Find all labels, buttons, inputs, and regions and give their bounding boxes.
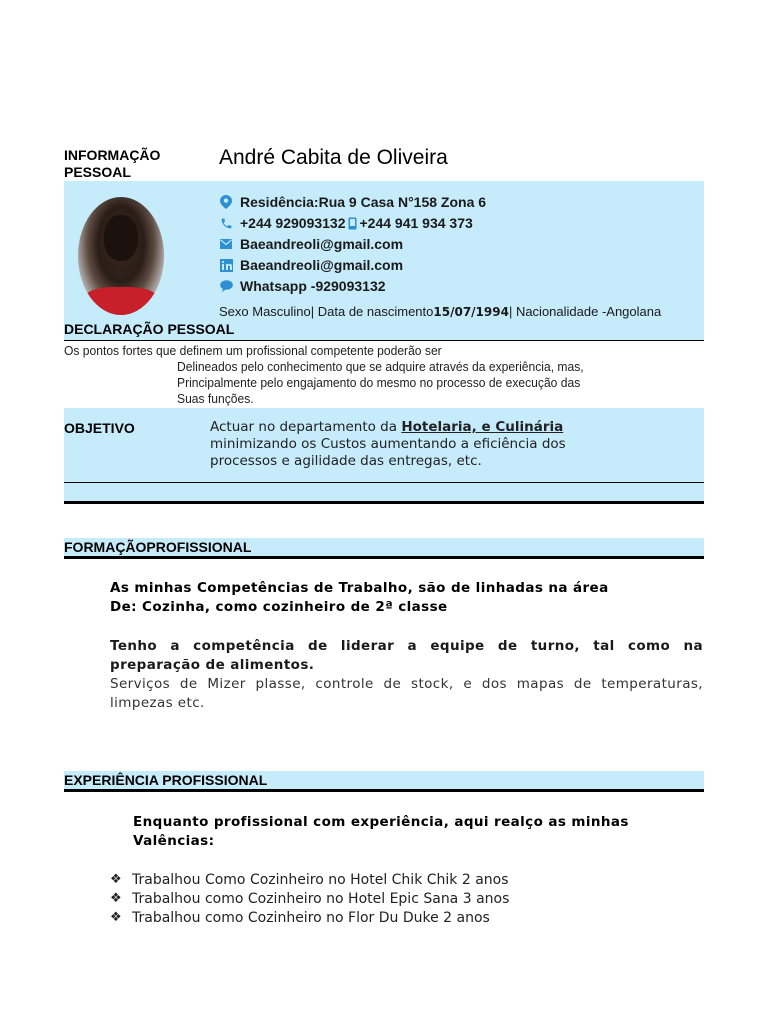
phone-1-text: +244 929093132	[240, 215, 346, 231]
declaration-line-2: Delineados pelo conhecimento que se adquire através da experiência, mas,	[177, 359, 584, 374]
residence-text: Residência:Rua 9 Casa N°158 Zona 6	[240, 194, 487, 210]
phone-icon	[219, 216, 233, 230]
training-rule	[64, 556, 704, 559]
person-name: André Cabita de Oliveira	[219, 146, 448, 169]
objective-line-3: processos e agilidade das entregas, etc.	[210, 453, 482, 469]
training-para-normal: Serviços de Mizer plasse, controle de stock, e dos mapas de temperaturas, limpezas etc.	[110, 676, 703, 711]
linkedin-row	[219, 255, 699, 275]
training-line-2: De: Cozinha, como cozinheiro de 2ª classe	[110, 599, 448, 615]
declaration-title: DECLARAÇÃO PESSOAL	[64, 321, 235, 337]
declaration-divider	[64, 340, 704, 341]
email-row	[219, 234, 699, 254]
personal-details	[219, 304, 661, 319]
linkedin-text[interactable]: Baeandreoli@gmail.com	[240, 257, 404, 273]
whatsapp-row	[219, 276, 699, 296]
diamond-bullet-icon: ❖	[110, 872, 122, 887]
training-paragraph	[110, 637, 703, 713]
email-text[interactable]: Baeandreoli@gmail.com	[240, 236, 404, 252]
experience-intro-1: Enquanto profissional com experiência, aqui realço as minhas	[133, 814, 629, 830]
declaration-line-4: Suas funções.	[177, 391, 254, 406]
objective-text	[210, 419, 690, 470]
training-line-1: As minhas Competências de Trabalho, são de linhadas na área	[110, 580, 609, 596]
diamond-bullet-icon: ❖	[110, 891, 122, 906]
objective-bottom-rule	[64, 501, 704, 504]
residence-row	[219, 192, 699, 212]
list-item: ❖ Trabalhou como Cozinheiro no Hotel Epic Sana 3 anos	[110, 890, 510, 907]
objective-title: OBJETIVO	[64, 420, 135, 436]
objective-line-2: minimizando os Custos aumentando a eficiência dos	[210, 436, 566, 452]
experience-title: EXPERIÊNCIA PROFISSIONAL	[64, 772, 268, 788]
experience-heading	[64, 771, 704, 789]
list-item: ❖ Trabalhou como Cozinheiro no Flor Du Duke 2 anos	[110, 909, 490, 926]
experience-intro-2: Valências:	[133, 833, 215, 849]
diamond-bullet-icon: ❖	[110, 910, 122, 925]
training-para-bold: Tenho a competência de liderar a equipe de turno, tal como na preparação de alimentos.	[110, 638, 703, 673]
mobile-icon	[348, 216, 358, 230]
section-label-personal-info: INFORMAÇÃO PESSOAL	[64, 147, 161, 180]
location-pin-icon	[219, 195, 233, 209]
chat-icon	[219, 279, 233, 293]
birth-date: 15/07/1994	[433, 305, 509, 319]
personal-suffix: | Nacionalidade -Angolana	[508, 304, 662, 319]
training-title: FORMAÇÃOPROFISSIONAL	[64, 539, 252, 555]
experience-rule	[64, 789, 704, 792]
list-item: ❖ Trabalhou Como Cozinheiro no Hotel Chik Chik 2 anos	[110, 871, 509, 888]
personal-prefix: Sexo Masculino| Data de nascimento	[219, 304, 434, 319]
declaration-line-1: Os pontos fortes que definem um profissional competente poderão ser	[64, 343, 442, 358]
training-heading	[64, 538, 704, 556]
phone-row	[219, 213, 699, 233]
linkedin-icon	[219, 258, 233, 272]
declaration-line-3: Principalmente pelo engajamento do mesmo no processo de execução das	[177, 375, 581, 390]
objective-spacer-band	[64, 483, 704, 501]
whatsapp-text: Whatsapp -929093132	[240, 278, 386, 294]
profile-photo	[78, 197, 164, 315]
objective-line-1: Actuar no departamento da Hotelaria, e Culinária	[210, 419, 564, 435]
email-icon	[219, 237, 233, 251]
experience-list	[110, 870, 509, 927]
phone-2-text: +244 941 934 373	[359, 215, 473, 231]
